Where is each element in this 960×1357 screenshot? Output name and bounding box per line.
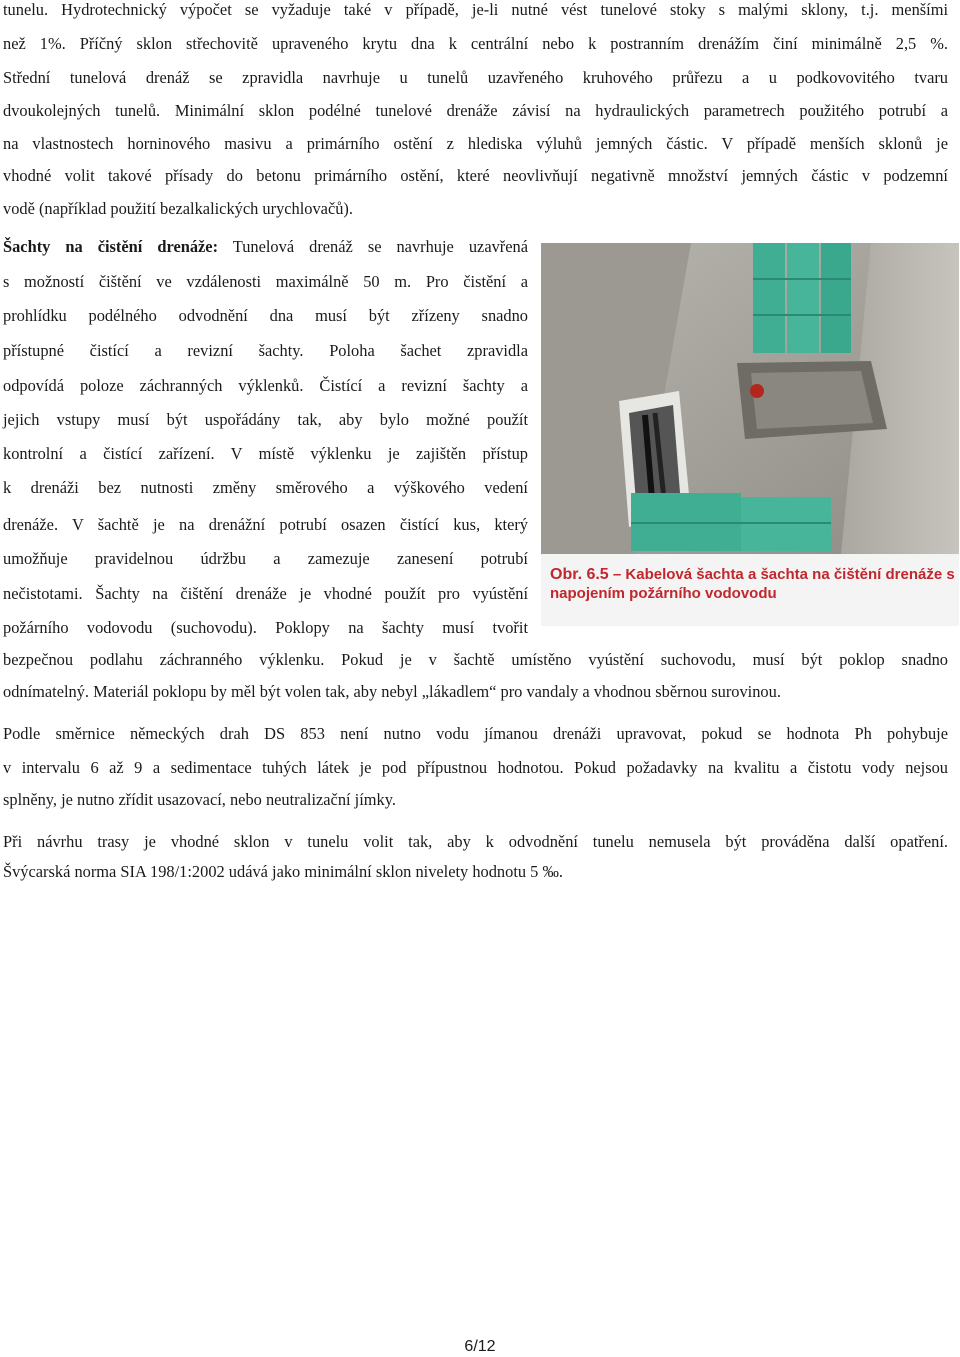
section-shafts-line: odnímatelný. Materiál poklopu by měl být volen tak, aby nebyl „lákadlem“ pro vandaly a vhodnou sběrnou surovinou. <box>3 682 781 701</box>
section-shafts-line: přístupné čistící a revizní šachty. Poloha šachet zpravidla <box>3 341 528 360</box>
shaft-photo <box>541 243 959 554</box>
caption-dash: – <box>612 566 622 583</box>
paragraph-top-line: na vlastnostech horninového masivu a primárního ostění z hlediska výluhů jemných částic. V případě menších sklonů je <box>3 134 948 153</box>
paragraph-top-line: dvoukolejných tunelů. Minimální sklon podélné tunelové drenáže závisí na hydraulických parametrech použitého potrubí a <box>3 101 948 120</box>
section-text: Tunelová drenáž se navrhuje uzavřená <box>218 237 529 256</box>
paragraph-slope-line: Švýcarská norma SIA 198/1:2002 udává jako minimální sklon nivelety hodnotu 5 ‰. <box>3 862 563 881</box>
caption-number: Obr. 6.5 <box>550 566 609 583</box>
paragraph-top-line: tunelu. Hydrotechnický výpočet se vyžaduje také v případě, je-li nutné vést tunelové stoky s malými sklony, t.j. menšími <box>3 0 948 19</box>
section-shafts-line: drenáže. V šachtě je na drenážní potrubí osazen čistící kus, který <box>3 515 528 534</box>
section-shafts-line: nečistotami. Šachty na čištění drenáže je vhodné použít pro vyústění <box>3 584 528 603</box>
paragraph-top-line: vodě (například použití bezalkalických urychlovačů). <box>3 199 353 218</box>
page-number: 6/12 <box>464 1338 496 1355</box>
paragraph-top-line: vhodné volit takové přísady do betonu primárního ostění, které neovlivňují negativně množství jemných částic v podzemní <box>3 166 948 185</box>
paragraph-ds853-line: v intervalu 6 až 9 a sedimentace tuhých látek je pod přípustnou hodnotou. Pokud požadavky na kvalitu a čistotu vody nejsou <box>3 758 948 777</box>
paragraph-ds853-line: splněny, je nutno zřídit usazovací, nebo neutralizační jímky. <box>3 790 396 809</box>
section-shafts-line: odpovídá poloze záchranných výklenků. Čistící a revizní šachty a <box>3 376 528 395</box>
figure-caption <box>550 565 955 603</box>
section-shafts-line: umožňuje pravidelnou údržbu a zamezuje zanesení potrubí <box>3 549 528 568</box>
section-shafts-line: jejich vstupy musí být uspořádány tak, aby bylo možné použít <box>3 410 528 429</box>
section-shafts-line: kontrolní a čistící zařízení. V místě výklenku je zajištěn přístup <box>3 444 528 463</box>
section-heading: Šachty na čistění drenáže: <box>3 237 219 256</box>
section-shafts-line: prohlídku podélného odvodnění dna musí být zřízeny snadno <box>3 306 528 325</box>
paragraph-top-line: než 1%. Příčný sklon střechovitě upraveného krytu dna k centrální nebo k postranním drenážím činí minimálně 2,5 %. <box>3 34 948 53</box>
caption-text: Kabelová šachta a šachta na čištění drenáže s napojením požárního vodovodu <box>550 566 955 602</box>
paragraph-slope-line: Při návrhu trasy je vhodné sklon v tunelu volit tak, aby k odvodnění tunelu nemusela být prováděna další opatření. <box>3 832 948 851</box>
section-shafts-line: s možností čištění ve vzdálenosti maximálně 50 m. Pro čistění a <box>3 272 528 291</box>
section-shafts-line: k drenáži bez nutnosti změny směrového a výškového vedení <box>3 478 528 497</box>
figure <box>541 243 959 626</box>
paragraph-top-line: Střední tunelová drenáž se zpravidla navrhuje u tunelů uzavřeného kruhového průřezu a u podkovovitého tvaru <box>3 68 948 87</box>
section-shafts-first-line <box>3 237 528 257</box>
paragraph-ds853-line: Podle směrnice německých drah DS 853 není nutno vodu jímanou drenáži upravovat, pokud se hodnota Ph pohybuje <box>3 724 948 743</box>
section-shafts-line: bezpečnou podlahu záchranného výklenku. Pokud je v šachtě umístěno vyústění suchovodu, musí být poklop snadno <box>3 650 948 669</box>
section-shafts-line: požárního vodovodu (suchovodu). Poklopy na šachty musí tvořit <box>3 618 528 637</box>
